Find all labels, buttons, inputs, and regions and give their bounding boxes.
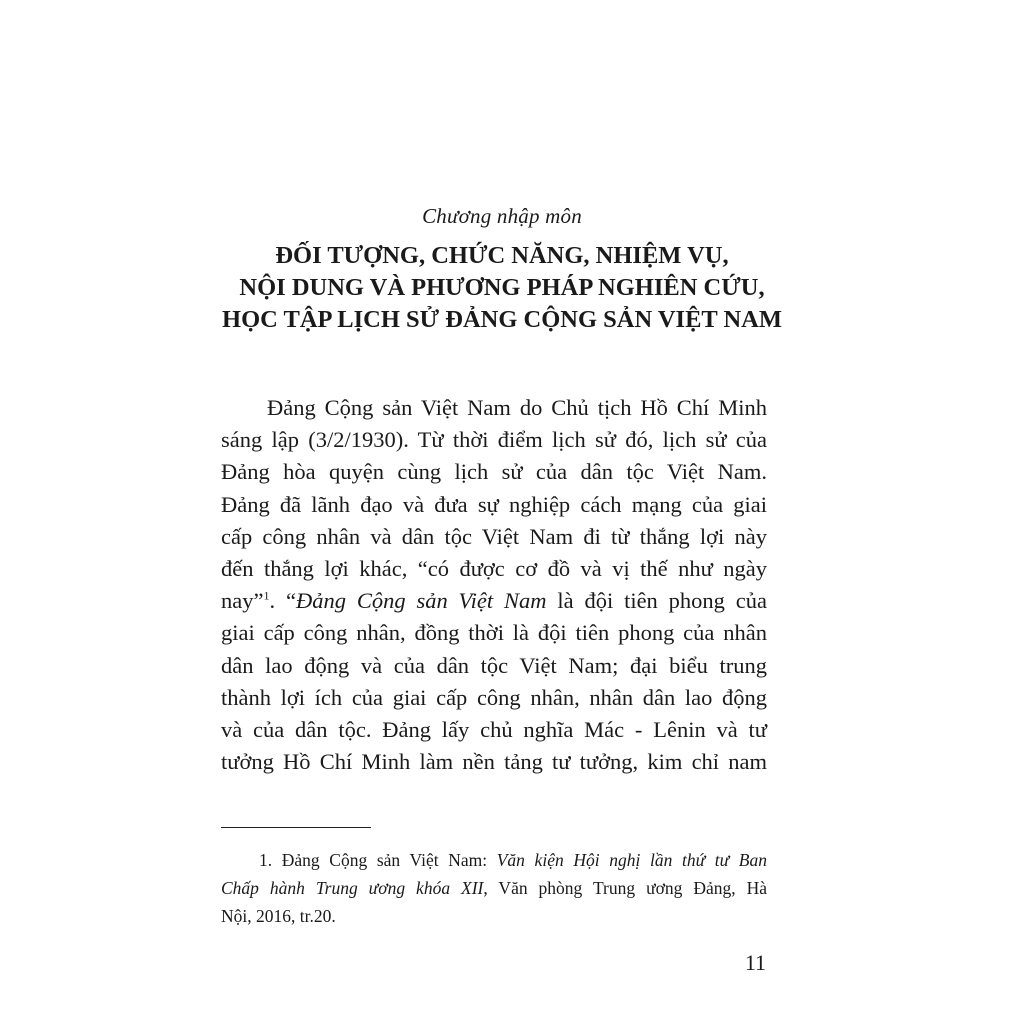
body-text-segment: . “	[269, 588, 296, 614]
body-line: thành lợi ích của giai cấp công nhân, nhân dân lao động	[221, 684, 767, 710]
footnote	[221, 846, 767, 930]
footnote-line: Nội, 2016, tr.20.	[221, 906, 336, 926]
chapter-label: Chương nhập môn	[422, 204, 582, 228]
chapter-title-line: ĐỐI TƯỢNG, CHỨC NĂNG, NHIỆM VỤ,	[275, 242, 729, 269]
chapter-title	[0, 240, 1004, 336]
footnote-divider	[221, 827, 371, 828]
body-text-italic: Đảng Cộng sản Việt Nam	[295, 588, 547, 614]
body-text-segment: là đội tiên phong của	[546, 588, 767, 614]
body-line: Đảng Cộng sản Việt Nam do Chủ tịch Hồ Chí Minh	[267, 395, 767, 420]
footnote-line	[221, 874, 767, 902]
footnote-line	[221, 846, 767, 874]
footnote-italic: Chấp hành Trung ương khóa XII	[221, 878, 484, 898]
body-line: Đảng hòa quyện cùng lịch sử của dân tộc Việt Nam.	[221, 459, 767, 485]
body-paragraph	[221, 392, 767, 778]
body-line: tưởng Hồ Chí Minh làm nền tảng tư tưởng, kim chỉ nam	[221, 749, 767, 775]
footnote-italic: Văn kiện Hội nghị lần thứ tư Ban	[496, 850, 767, 870]
body-line: dân lao động và của dân tộc Việt Nam; đại biểu trung	[221, 652, 767, 678]
footnote-reference[interactable]: 1	[263, 588, 270, 603]
body-line-with-footnote-ref	[221, 585, 767, 617]
footnote-text-segment: 1. Đảng Cộng sản Việt Nam:	[259, 850, 497, 870]
body-line: Đảng đã lãnh đạo và đưa sự nghiệp cách mạng của giai	[221, 491, 767, 517]
body-line: và của dân tộc. Đảng lấy chủ nghĩa Mác - Lênin và tư	[221, 716, 767, 742]
chapter-title-line: NỘI DUNG VÀ PHƯƠNG PHÁP NGHIÊN CỨU,	[239, 274, 765, 301]
body-line: cấp công nhân và dân tộc Việt Nam đi từ thắng lợi này	[221, 523, 767, 549]
body-line: sáng lập (3/2/1930). Từ thời điểm lịch sử đó, lịch sử của	[221, 427, 767, 453]
page-number: 11	[744, 950, 766, 975]
chapter-title-line: HỌC TẬP LỊCH SỬ ĐẢNG CỘNG SẢN VIỆT NAM	[222, 306, 782, 333]
body-line: giai cấp công nhân, đồng thời là đội tiên phong của nhân	[221, 620, 767, 646]
body-line: đến thắng lợi khác, “có được cơ đồ và vị thế như ngày	[221, 555, 767, 581]
body-text-segment: nay”	[221, 588, 264, 614]
footnote-text-segment: , Văn phòng Trung ương Đảng, Hà	[483, 878, 767, 898]
